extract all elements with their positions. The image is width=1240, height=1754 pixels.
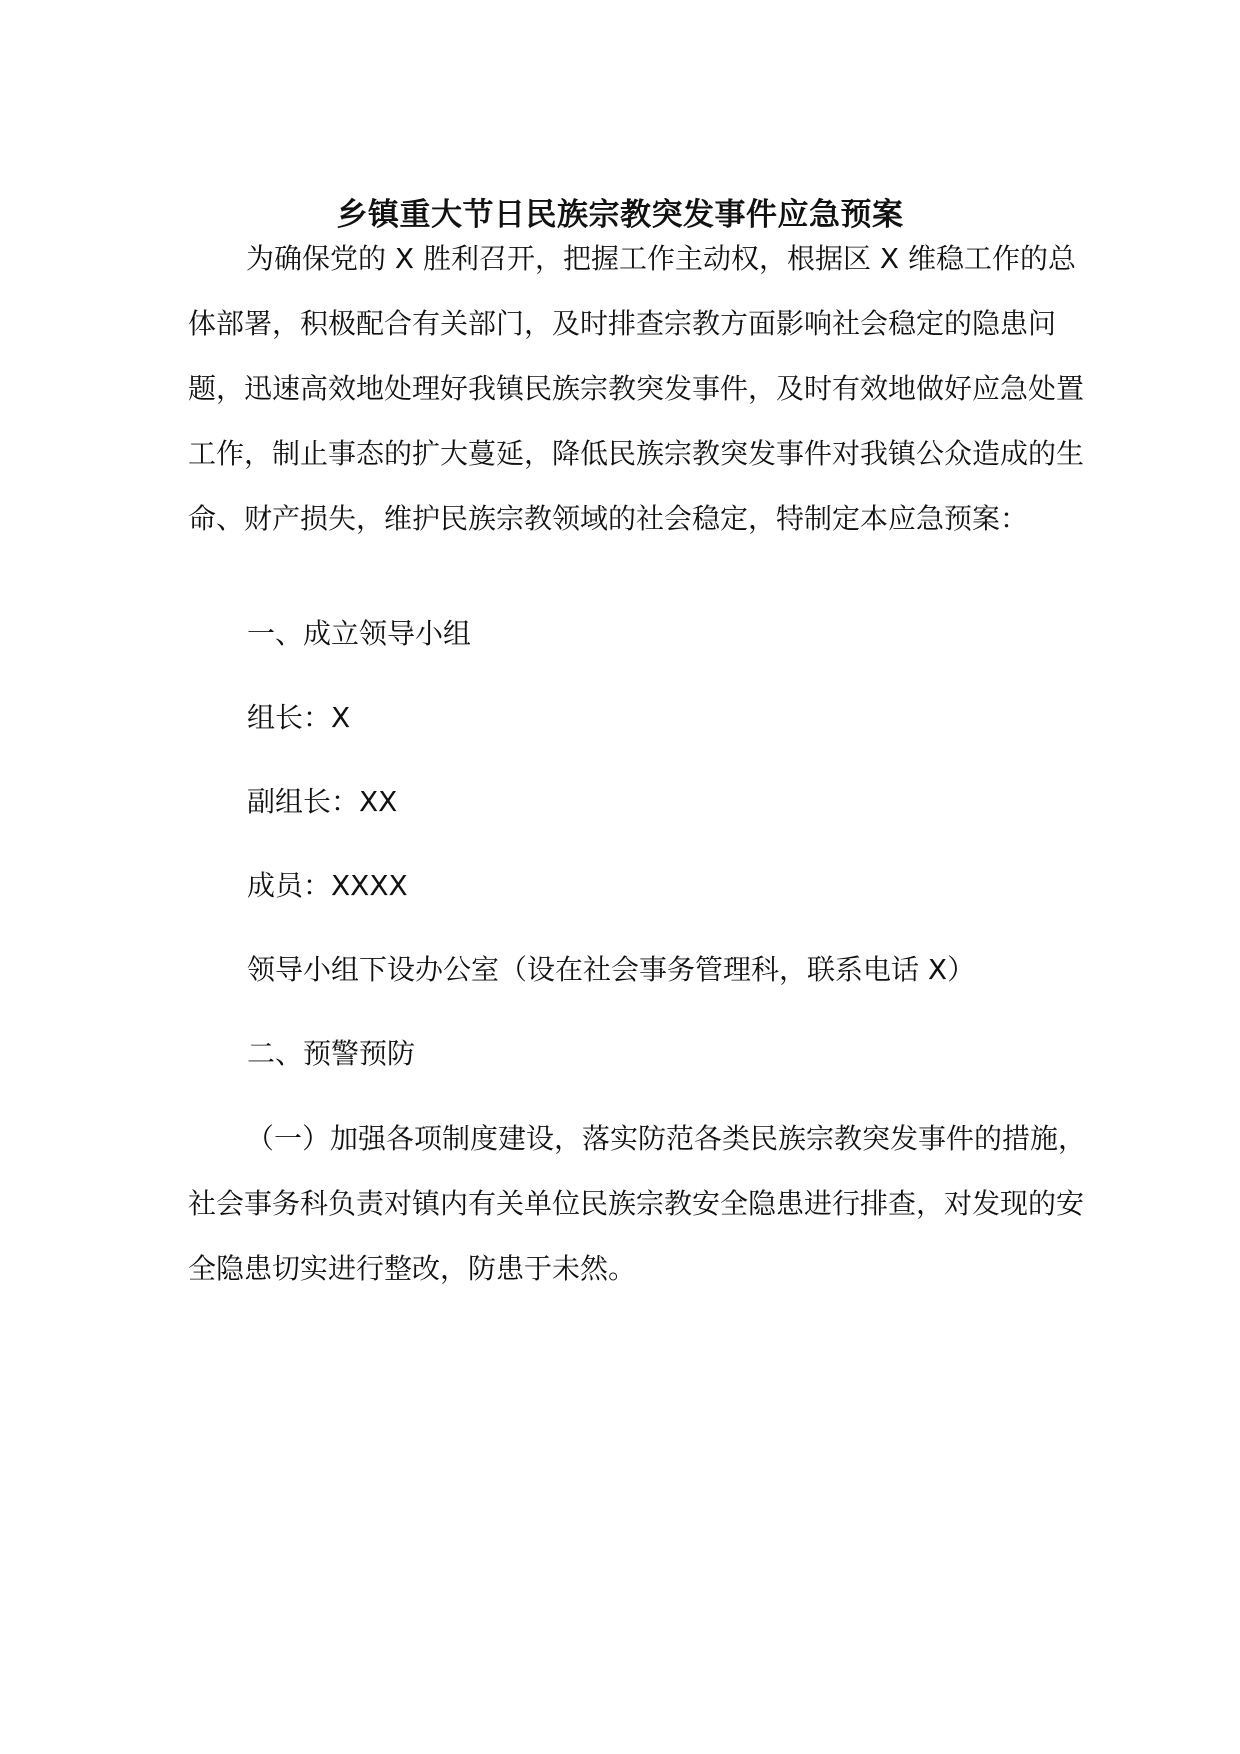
section-heading-leadership-group: 一、成立领导小组 bbox=[247, 617, 472, 650]
members-line: 成员：XXXX bbox=[247, 869, 408, 902]
document-title: 乡镇重大节日民族宗教突发事件应急预案 bbox=[336, 196, 904, 233]
item-one-paragraph: （一）加强各项制度建设，落实防范各类民族宗教突发事件的措施，社会事务科负责对镇内有关单位民族宗教安全隐患进行排查，对发现的安全隐患切实进行整改，防患于未然。 bbox=[188, 1122, 1087, 1285]
deputy-leader-line: 副组长：XX bbox=[247, 785, 398, 818]
group-leader-line: 组长：X bbox=[247, 701, 351, 734]
office-line: 领导小组下设办公室（设在社会事务管理科，联系电话 X） bbox=[247, 953, 976, 986]
intro-paragraph: 为确保党的 X 胜利召开，把握工作主动权，根据区 X 维稳工作的总体部署，积极配合有关部门，及时排查宗教方面影响社会稳定的隐患问题，迅速高效地处理好我镇民族宗教突发事件，及时有效地做好应急处置工作，制止事态的扩大蔓延，降低民族宗教突发事件对我镇公众造成的生命、财产损失，维护民族宗教领域的社会稳定，特制定本应急预案： bbox=[188, 242, 1085, 535]
section-heading-early-warning: 二、预警预防 bbox=[247, 1037, 416, 1070]
